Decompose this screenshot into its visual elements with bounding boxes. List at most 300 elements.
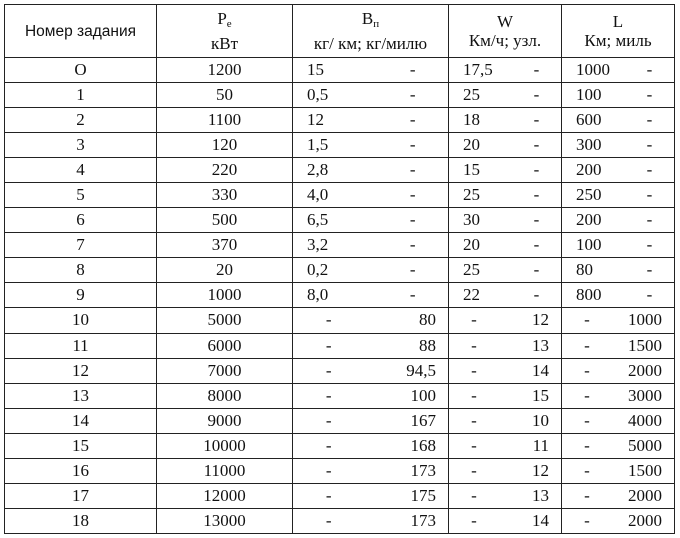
cell-speed xyxy=(449,458,562,483)
cell-speed-second: 14 xyxy=(532,510,549,530)
cell-fuel-consumption xyxy=(293,408,449,433)
cell-distance-first: - xyxy=(584,460,590,480)
cell-fuel-consumption xyxy=(293,508,449,533)
cell-distance-second: - xyxy=(646,235,653,255)
cell-speed-first: - xyxy=(471,485,477,505)
header-speed xyxy=(449,5,562,58)
cell-distance-second: - xyxy=(646,110,653,130)
cell-power: 20 xyxy=(157,258,293,283)
cell-distance xyxy=(562,358,675,383)
cell-distance-pair xyxy=(562,208,674,232)
cell-fuel-consumption-second: 167 xyxy=(410,410,436,430)
cell-speed-second: - xyxy=(533,285,540,305)
cell-fuel-consumption-first: 2,8 xyxy=(307,160,329,180)
cell-fuel-consumption-pair xyxy=(293,283,448,307)
cell-speed xyxy=(449,158,562,183)
cell-distance-pair xyxy=(562,409,674,433)
cell-speed-pair xyxy=(449,58,561,82)
cell-fuel-consumption-second: - xyxy=(409,110,416,130)
cell-distance-second: - xyxy=(646,210,653,230)
cell-distance xyxy=(562,133,675,158)
cell-speed-pair xyxy=(449,384,561,408)
cell-fuel-consumption-first: - xyxy=(325,310,332,330)
cell-speed-second: 12 xyxy=(532,460,549,480)
cell-distance xyxy=(562,308,675,333)
cell-task-number: 12 xyxy=(5,358,157,383)
cell-fuel-consumption xyxy=(293,83,449,108)
cell-speed-pair xyxy=(449,233,561,257)
cell-speed-first: - xyxy=(471,335,477,355)
cell-distance-first: 600 xyxy=(576,110,602,130)
cell-fuel-consumption xyxy=(293,258,449,283)
cell-speed-pair xyxy=(449,334,561,358)
cell-fuel-consumption-first: - xyxy=(325,485,332,505)
cell-speed xyxy=(449,308,562,333)
cell-distance-second: - xyxy=(646,60,653,80)
cell-power: 1100 xyxy=(157,108,293,133)
cell-distance-pair xyxy=(562,283,674,307)
cell-fuel-consumption-first: 0,2 xyxy=(307,260,329,280)
cell-fuel-consumption-pair xyxy=(293,208,448,232)
cell-distance xyxy=(562,183,675,208)
header-distance-unit: Км; миль xyxy=(584,31,652,50)
cell-distance-pair xyxy=(562,108,674,132)
header-power-letter: P xyxy=(217,9,227,28)
cell-speed-first: 20 xyxy=(463,235,480,255)
cell-fuel-consumption xyxy=(293,158,449,183)
cell-speed-second: 12 xyxy=(532,310,549,330)
cell-speed-second: - xyxy=(533,160,540,180)
cell-task-number: 4 xyxy=(5,158,157,183)
table-row xyxy=(5,433,675,458)
cell-fuel-consumption-first: - xyxy=(325,435,332,455)
cell-power: 9000 xyxy=(157,408,293,433)
cell-speed-pair xyxy=(449,509,561,533)
cell-speed-first: 30 xyxy=(463,210,480,230)
cell-speed xyxy=(449,333,562,358)
cell-speed-second: - xyxy=(533,235,540,255)
cell-fuel-consumption-first: - xyxy=(325,335,332,355)
cell-task-number: 1 xyxy=(5,83,157,108)
cell-fuel-consumption-first: 8,0 xyxy=(307,285,329,305)
cell-speed-second: - xyxy=(533,60,540,80)
cell-distance-pair xyxy=(562,308,674,332)
cell-task-number: 6 xyxy=(5,208,157,233)
cell-distance xyxy=(562,433,675,458)
cell-distance-second: - xyxy=(646,135,653,155)
cell-distance-pair xyxy=(562,183,674,207)
cell-speed-pair xyxy=(449,434,561,458)
cell-distance-second: 1000 xyxy=(628,310,662,330)
cell-fuel-consumption-pair xyxy=(293,258,448,282)
table-row xyxy=(5,333,675,358)
cell-distance-second: 2000 xyxy=(628,360,662,380)
cell-task-number: О xyxy=(5,58,157,83)
cell-speed-second: - xyxy=(533,260,540,280)
cell-speed-second: - xyxy=(533,185,540,205)
table-body xyxy=(5,58,675,534)
task-variants-table xyxy=(4,4,675,534)
table-row xyxy=(5,108,675,133)
cell-fuel-consumption-pair xyxy=(293,183,448,207)
cell-distance-pair xyxy=(562,58,674,82)
cell-distance-second: 1500 xyxy=(628,460,662,480)
cell-fuel-consumption-second: 100 xyxy=(410,385,436,405)
cell-distance-pair xyxy=(562,83,674,107)
cell-distance-second: 4000 xyxy=(628,410,662,430)
cell-speed xyxy=(449,133,562,158)
table-row xyxy=(5,233,675,258)
cell-task-number: 9 xyxy=(5,283,157,308)
cell-speed-pair xyxy=(449,484,561,508)
cell-power: 50 xyxy=(157,83,293,108)
cell-fuel-consumption xyxy=(293,433,449,458)
cell-distance-first: - xyxy=(584,360,590,380)
cell-distance xyxy=(562,508,675,533)
cell-distance-pair xyxy=(562,384,674,408)
cell-power: 220 xyxy=(157,158,293,183)
cell-distance-second: 1500 xyxy=(628,335,662,355)
cell-speed-pair xyxy=(449,258,561,282)
cell-speed-pair xyxy=(449,133,561,157)
cell-distance-first: 100 xyxy=(576,235,602,255)
cell-fuel-consumption-pair xyxy=(293,409,448,433)
cell-distance-first: 200 xyxy=(576,160,602,180)
cell-fuel-consumption-pair xyxy=(293,334,448,358)
cell-distance-pair xyxy=(562,484,674,508)
cell-task-number: 18 xyxy=(5,508,157,533)
cell-task-number: 2 xyxy=(5,108,157,133)
cell-speed xyxy=(449,508,562,533)
cell-power: 13000 xyxy=(157,508,293,533)
cell-speed-second: 13 xyxy=(532,485,549,505)
cell-speed-first: - xyxy=(471,460,477,480)
cell-distance-first: - xyxy=(584,385,590,405)
cell-fuel-consumption-pair xyxy=(293,233,448,257)
cell-speed xyxy=(449,358,562,383)
table-header-row xyxy=(5,5,675,58)
cell-distance xyxy=(562,383,675,408)
cell-distance-pair xyxy=(562,133,674,157)
cell-distance-pair xyxy=(562,459,674,483)
cell-speed-pair xyxy=(449,108,561,132)
cell-speed-second: 11 xyxy=(532,435,549,455)
cell-fuel-consumption-second: - xyxy=(409,285,416,305)
cell-speed xyxy=(449,483,562,508)
cell-fuel-consumption-pair xyxy=(293,158,448,182)
cell-speed xyxy=(449,383,562,408)
header-speed-symbol: W xyxy=(496,12,514,31)
cell-fuel-consumption-second: 88 xyxy=(419,335,436,355)
cell-speed-first: - xyxy=(471,410,477,430)
cell-power: 8000 xyxy=(157,383,293,408)
cell-task-number: 16 xyxy=(5,458,157,483)
cell-power: 11000 xyxy=(157,458,293,483)
cell-task-number: 10 xyxy=(5,308,157,333)
cell-speed-first: 22 xyxy=(463,285,480,305)
cell-distance xyxy=(562,208,675,233)
cell-fuel-consumption xyxy=(293,133,449,158)
cell-speed-second: - xyxy=(533,110,540,130)
table-row xyxy=(5,283,675,308)
cell-task-number: 14 xyxy=(5,408,157,433)
cell-distance xyxy=(562,83,675,108)
cell-speed xyxy=(449,183,562,208)
cell-distance xyxy=(562,58,675,83)
cell-fuel-consumption xyxy=(293,208,449,233)
cell-distance-first: - xyxy=(584,485,590,505)
cell-distance-pair xyxy=(562,509,674,533)
cell-speed-first: 25 xyxy=(463,260,480,280)
cell-speed xyxy=(449,108,562,133)
cell-task-number: 5 xyxy=(5,183,157,208)
table-row xyxy=(5,133,675,158)
cell-fuel-consumption-second: 173 xyxy=(410,510,436,530)
cell-fuel-consumption-first: 15 xyxy=(307,60,324,80)
cell-speed-pair xyxy=(449,359,561,383)
cell-speed-first: - xyxy=(471,510,477,530)
cell-fuel-consumption xyxy=(293,233,449,258)
cell-distance-second: - xyxy=(646,285,653,305)
cell-distance-first: - xyxy=(584,510,590,530)
table-row xyxy=(5,483,675,508)
cell-power: 330 xyxy=(157,183,293,208)
header-fuel-unit: кг/ км; кг/милю xyxy=(313,34,428,53)
cell-fuel-consumption xyxy=(293,383,449,408)
cell-distance-pair xyxy=(562,334,674,358)
header-power-subscript: e xyxy=(226,18,232,30)
cell-speed-second: 14 xyxy=(532,360,549,380)
cell-distance-second: - xyxy=(646,160,653,180)
cell-speed xyxy=(449,433,562,458)
cell-speed-first: 20 xyxy=(463,135,480,155)
cell-power: 370 xyxy=(157,233,293,258)
cell-fuel-consumption xyxy=(293,458,449,483)
table-row xyxy=(5,358,675,383)
cell-fuel-consumption-second: 175 xyxy=(410,485,436,505)
cell-distance-second: 2000 xyxy=(628,510,662,530)
cell-fuel-consumption-pair xyxy=(293,108,448,132)
cell-fuel-consumption-second: - xyxy=(409,85,416,105)
cell-distance-second: - xyxy=(646,185,653,205)
cell-power: 1200 xyxy=(157,58,293,83)
cell-fuel-consumption xyxy=(293,283,449,308)
cell-fuel-consumption-pair xyxy=(293,133,448,157)
cell-speed-second: 15 xyxy=(532,385,549,405)
cell-speed-first: 25 xyxy=(463,85,480,105)
cell-fuel-consumption-first: - xyxy=(325,360,332,380)
cell-speed-first: - xyxy=(471,360,477,380)
header-speed-unit: Км/ч; узл. xyxy=(468,31,542,50)
cell-speed-pair xyxy=(449,308,561,332)
cell-fuel-consumption-pair xyxy=(293,359,448,383)
header-fuel-symbol xyxy=(293,9,448,34)
cell-distance-second: 3000 xyxy=(628,385,662,405)
header-task-label: Номер задания xyxy=(24,22,137,40)
cell-fuel-consumption-second: - xyxy=(409,210,416,230)
cell-fuel-consumption-first: 0,5 xyxy=(307,85,329,105)
cell-fuel-consumption-first: 1,5 xyxy=(307,135,329,155)
cell-speed-second: 13 xyxy=(532,335,549,355)
cell-speed-second: - xyxy=(533,135,540,155)
cell-distance-second: - xyxy=(646,260,653,280)
table-row xyxy=(5,183,675,208)
cell-speed-pair xyxy=(449,283,561,307)
cell-speed-first: - xyxy=(471,435,477,455)
cell-fuel-consumption-pair xyxy=(293,384,448,408)
cell-fuel-consumption xyxy=(293,58,449,83)
cell-distance xyxy=(562,258,675,283)
cell-speed xyxy=(449,58,562,83)
cell-task-number: 3 xyxy=(5,133,157,158)
cell-fuel-consumption-first: - xyxy=(325,410,332,430)
table-row xyxy=(5,308,675,333)
cell-distance-first: 200 xyxy=(576,210,602,230)
header-fuel-letter: B xyxy=(361,9,374,28)
table-row xyxy=(5,458,675,483)
cell-fuel-consumption-first: 4,0 xyxy=(307,185,329,205)
header-power-unit: кВт xyxy=(210,34,239,53)
cell-fuel-consumption xyxy=(293,333,449,358)
cell-distance xyxy=(562,458,675,483)
cell-distance-first: - xyxy=(584,310,590,330)
cell-distance-first: 1000 xyxy=(576,60,610,80)
cell-power: 120 xyxy=(157,133,293,158)
cell-distance-first: 250 xyxy=(576,185,602,205)
cell-task-number: 15 xyxy=(5,433,157,458)
cell-power: 6000 xyxy=(157,333,293,358)
header-power xyxy=(157,5,293,58)
cell-fuel-consumption-first: 6,5 xyxy=(307,210,329,230)
cell-distance-pair xyxy=(562,158,674,182)
cell-fuel-consumption xyxy=(293,183,449,208)
cell-distance-first: - xyxy=(584,335,590,355)
table-row xyxy=(5,258,675,283)
header-fuel-subscript: п xyxy=(373,18,380,30)
cell-fuel-consumption-first: 3,2 xyxy=(307,235,329,255)
cell-fuel-consumption xyxy=(293,108,449,133)
cell-speed-pair xyxy=(449,459,561,483)
cell-fuel-consumption-second: - xyxy=(409,160,416,180)
cell-task-number: 7 xyxy=(5,233,157,258)
cell-task-number: 11 xyxy=(5,333,157,358)
cell-fuel-consumption-pair xyxy=(293,459,448,483)
cell-fuel-consumption-pair xyxy=(293,484,448,508)
cell-distance-pair xyxy=(562,359,674,383)
cell-fuel-consumption-pair xyxy=(293,308,448,332)
table-row xyxy=(5,58,675,83)
cell-fuel-consumption-first: - xyxy=(325,385,332,405)
cell-distance-first: 80 xyxy=(576,260,593,280)
cell-speed xyxy=(449,408,562,433)
table-row xyxy=(5,408,675,433)
cell-speed-first: 17,5 xyxy=(463,60,493,80)
header-task-number xyxy=(5,5,157,58)
cell-task-number: 8 xyxy=(5,258,157,283)
cell-power: 500 xyxy=(157,208,293,233)
cell-power: 5000 xyxy=(157,308,293,333)
cell-speed-pair xyxy=(449,183,561,207)
header-distance-symbol: L xyxy=(612,12,624,31)
cell-distance xyxy=(562,233,675,258)
table-row xyxy=(5,158,675,183)
cell-speed xyxy=(449,258,562,283)
cell-distance xyxy=(562,158,675,183)
cell-speed-first: 15 xyxy=(463,160,480,180)
cell-speed-second: - xyxy=(533,210,540,230)
cell-fuel-consumption xyxy=(293,308,449,333)
table-row xyxy=(5,208,675,233)
table-row xyxy=(5,508,675,533)
cell-power: 12000 xyxy=(157,483,293,508)
cell-fuel-consumption-second: - xyxy=(409,235,416,255)
cell-fuel-consumption-pair xyxy=(293,83,448,107)
cell-fuel-consumption-first: 12 xyxy=(307,110,324,130)
header-power-symbol xyxy=(157,9,292,34)
cell-distance-second: - xyxy=(646,85,653,105)
cell-fuel-consumption xyxy=(293,483,449,508)
cell-fuel-consumption-first: - xyxy=(325,510,332,530)
cell-fuel-consumption-second: 168 xyxy=(410,435,436,455)
cell-distance-first: 300 xyxy=(576,135,602,155)
cell-distance-pair xyxy=(562,434,674,458)
cell-speed xyxy=(449,83,562,108)
cell-distance xyxy=(562,108,675,133)
cell-speed-first: 18 xyxy=(463,110,480,130)
table-row xyxy=(5,383,675,408)
cell-distance-first: 800 xyxy=(576,285,602,305)
cell-fuel-consumption-first: - xyxy=(325,460,332,480)
cell-speed-second: 10 xyxy=(532,410,549,430)
cell-fuel-consumption-pair xyxy=(293,434,448,458)
cell-distance xyxy=(562,283,675,308)
cell-power: 1000 xyxy=(157,283,293,308)
cell-fuel-consumption-second: 80 xyxy=(419,310,436,330)
cell-speed xyxy=(449,233,562,258)
cell-distance-second: 5000 xyxy=(628,435,662,455)
cell-task-number: 17 xyxy=(5,483,157,508)
cell-speed-pair xyxy=(449,83,561,107)
cell-speed xyxy=(449,283,562,308)
cell-power: 7000 xyxy=(157,358,293,383)
cell-distance-second: 2000 xyxy=(628,485,662,505)
header-fuel-consumption xyxy=(293,5,449,58)
cell-fuel-consumption-second: - xyxy=(409,135,416,155)
cell-distance xyxy=(562,333,675,358)
cell-fuel-consumption-second: 94,5 xyxy=(406,360,436,380)
cell-speed-second: - xyxy=(533,85,540,105)
cell-distance-first: - xyxy=(584,435,590,455)
header-distance xyxy=(562,5,675,58)
cell-fuel-consumption xyxy=(293,358,449,383)
cell-distance-pair xyxy=(562,233,674,257)
cell-power: 10000 xyxy=(157,433,293,458)
cell-task-number: 13 xyxy=(5,383,157,408)
cell-fuel-consumption-pair xyxy=(293,58,448,82)
cell-distance xyxy=(562,408,675,433)
cell-fuel-consumption-second: 173 xyxy=(410,460,436,480)
cell-speed-first: 25 xyxy=(463,185,480,205)
cell-distance-first: 100 xyxy=(576,85,602,105)
cell-speed-first: - xyxy=(471,385,477,405)
cell-speed-pair xyxy=(449,208,561,232)
cell-speed xyxy=(449,208,562,233)
cell-fuel-consumption-second: - xyxy=(409,260,416,280)
cell-speed-pair xyxy=(449,158,561,182)
cell-distance xyxy=(562,483,675,508)
cell-distance-pair xyxy=(562,258,674,282)
cell-fuel-consumption-second: - xyxy=(409,60,416,80)
